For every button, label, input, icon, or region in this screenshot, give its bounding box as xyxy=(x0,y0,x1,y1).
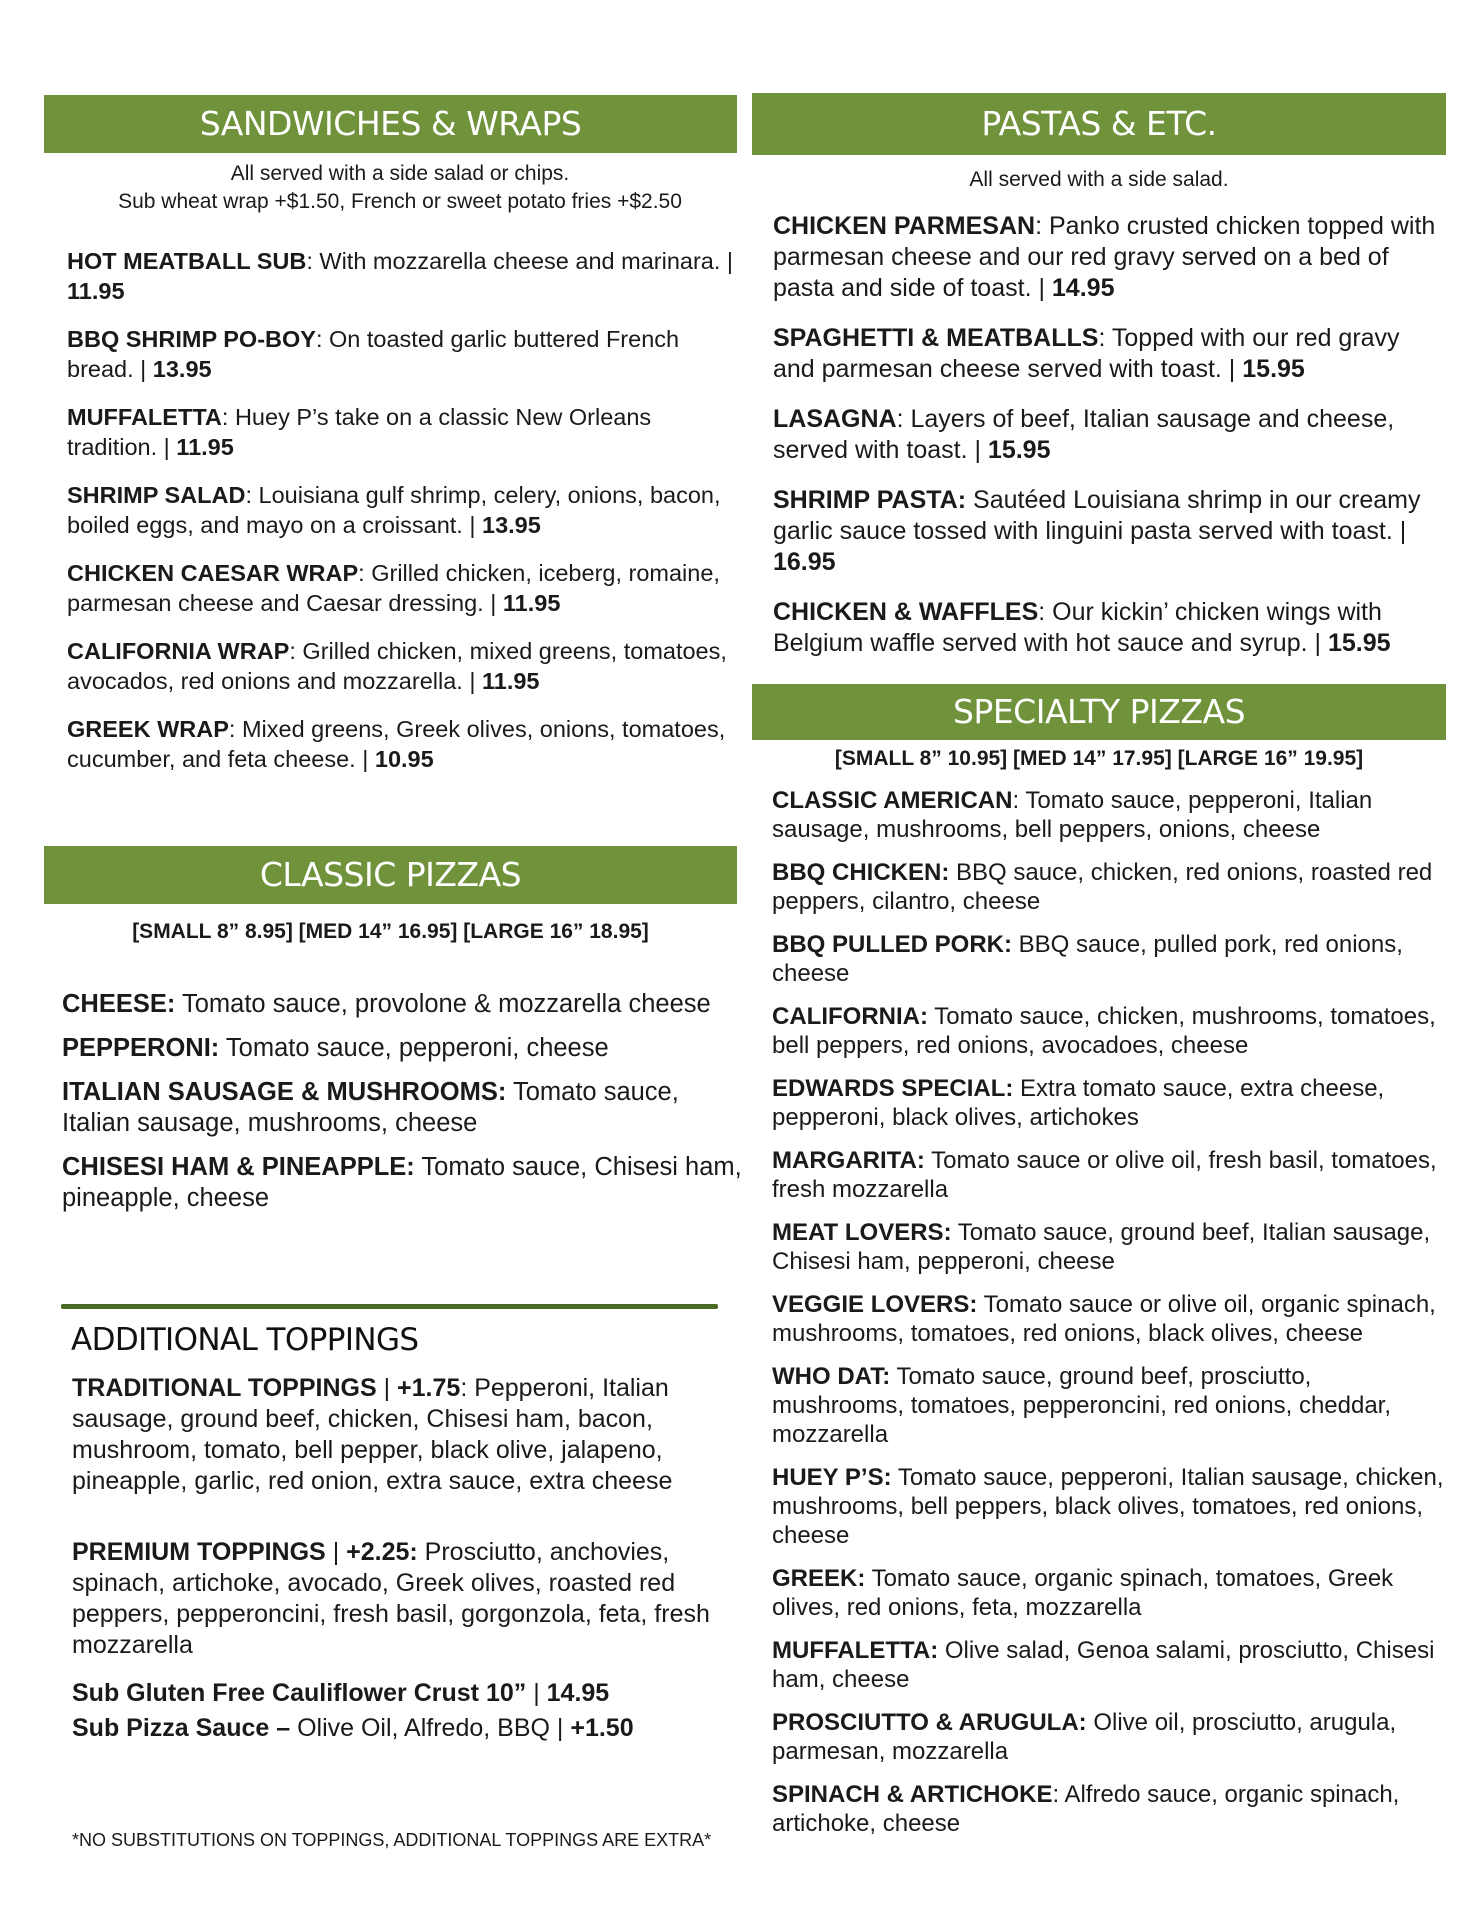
sandwiches-note xyxy=(44,160,756,216)
premium-toppings-desc: Prosciutto, anchovies, spinach, artichoke, avocado, Greek olives, roasted red peppers, pepperoncini, fresh basil, gorgonzola, feta, fresh mozzarella xyxy=(72,1538,710,1659)
item-name: SPAGHETTI & MEATBALLS xyxy=(773,324,1099,352)
toppings-disclaimer: *NO SUBSTITUTIONS ON TOPPINGS, ADDITIONAL TOPPINGS ARE EXTRA* xyxy=(72,1830,712,1850)
classic-pizzas-header xyxy=(44,846,737,904)
item-name: SPINACH & ARTICHOKE xyxy=(772,1781,1053,1808)
item-name: GREEK: xyxy=(772,1565,866,1592)
crust-option-price: 14.95 xyxy=(546,1679,610,1707)
item-name: PEPPERONI: xyxy=(62,1034,220,1062)
menu-item xyxy=(67,324,747,384)
item-price: 13.95 xyxy=(152,356,212,382)
item-desc: Olive salad, Genoa salami, prosciutto, Chisesi ham, cheese xyxy=(772,1637,1435,1693)
item-name: CHICKEN PARMESAN xyxy=(773,212,1036,240)
premium-toppings-name: PREMIUM TOPPINGS xyxy=(72,1538,326,1566)
menu-item xyxy=(773,211,1443,304)
pastas-header xyxy=(752,93,1446,155)
item-desc: Tomato sauce, pepperoni, cheese xyxy=(219,1034,609,1062)
sauce-option xyxy=(72,1713,732,1744)
item-name: CLASSIC AMERICAN xyxy=(772,787,1013,814)
item-desc: Extra tomato sauce, extra cheese, pepperoni, black olives, artichokes xyxy=(772,1075,1385,1131)
item-desc: : Our kickin’ chicken wings with Belgium waffle served with hot sauce and syrup. | xyxy=(773,598,1382,657)
item-name: SHRIMP SALAD xyxy=(67,482,246,508)
traditional-toppings xyxy=(72,1373,732,1497)
premium-toppings xyxy=(72,1537,732,1661)
item-desc: : Huey P’s take on a classic New Orleans tradition. | xyxy=(67,404,652,460)
item-desc: : Tomato sauce, pepperoni, Italian sausage, mushrooms, bell peppers, onions, cheese xyxy=(772,787,1373,843)
item-desc: Tomato sauce, organic spinach, tomatoes, Greek olives, red onions, feta, mozzarella xyxy=(772,1565,1394,1621)
item-name: MARGARITA: xyxy=(772,1147,925,1174)
item-price: 15.95 xyxy=(1327,629,1391,657)
item-name: EDWARDS SPECIAL: xyxy=(772,1075,1014,1102)
item-desc: Tomato sauce, chicken, mushrooms, tomatoes, bell peppers, red onions, avocadoes, cheese xyxy=(772,1003,1436,1059)
menu-item xyxy=(62,989,742,1020)
item-name: GREEK WRAP xyxy=(67,716,229,742)
menu-item xyxy=(67,636,747,696)
pastas-title: PASTAS & ETC. xyxy=(981,104,1217,143)
crust-option-sep: | xyxy=(526,1679,547,1707)
item-name: PROSCIUTTO & ARUGULA: xyxy=(772,1709,1087,1736)
item-desc: Tomato sauce, Chisesi ham, pineapple, cheese xyxy=(62,1153,742,1212)
menu-item xyxy=(773,323,1443,385)
traditional-toppings-price: +1.75 xyxy=(397,1374,461,1402)
menu-item xyxy=(773,485,1443,578)
item-price: 13.95 xyxy=(482,512,541,538)
menu-item xyxy=(772,1002,1444,1060)
item-desc: Tomato sauce, ground beef, prosciutto, mushrooms, tomatoes, pepperoncini, red onions, cheddar, mozzarella xyxy=(772,1363,1392,1448)
menu-item xyxy=(67,402,747,462)
menu-item xyxy=(67,714,747,774)
item-name: VEGGIE LOVERS: xyxy=(772,1291,978,1318)
item-price: 11.95 xyxy=(481,668,540,694)
item-name: BBQ PULLED PORK: xyxy=(772,931,1012,958)
menu-item xyxy=(772,786,1444,844)
item-desc: : Grilled chicken, iceberg, romaine, parmesan cheese and Caesar dressing. | xyxy=(67,560,720,616)
sandwiches-note-1: All served with a side salad or chips. xyxy=(230,162,570,185)
menu-item xyxy=(772,1463,1444,1550)
classic-pizzas-title: CLASSIC PIZZAS xyxy=(259,855,522,894)
item-desc: : Alfredo sauce, organic spinach, artichoke, cheese xyxy=(772,1781,1400,1837)
classic-pizzas-sizes: [SMALL 8” 8.95] [MED 14” 16.95] [LARGE 16” 18.95] xyxy=(132,920,649,943)
pastas-list xyxy=(773,211,1443,678)
menu-item xyxy=(772,1074,1444,1132)
item-name: HOT MEATBALL SUB xyxy=(67,248,307,274)
item-desc: Tomato sauce, provolone & mozzarella cheese xyxy=(175,990,711,1018)
menu-item xyxy=(773,597,1443,659)
item-name: WHO DAT: xyxy=(772,1363,891,1390)
toppings-title: ADDITIONAL TOPPINGS xyxy=(71,1322,419,1358)
menu-item xyxy=(62,1152,742,1214)
menu-item xyxy=(772,1708,1444,1766)
menu-item xyxy=(773,404,1443,466)
item-name: MUFFALETTA xyxy=(67,404,222,430)
item-desc: Tomato sauce, ground beef, Italian sausage, Chisesi ham, pepperoni, cheese xyxy=(772,1219,1431,1275)
menu-item xyxy=(62,1077,742,1139)
item-desc: : Louisiana gulf shrimp, celery, onions, bacon, boiled eggs, and mayo on a croissant. | xyxy=(67,482,721,538)
sandwiches-note-2: Sub wheat wrap +$1.50, French or sweet potato fries +$2.50 xyxy=(118,190,682,213)
menu-item xyxy=(772,1636,1444,1694)
specialty-pizzas-title: SPECIALTY PIZZAS xyxy=(952,692,1246,731)
specialty-pizzas-list xyxy=(772,786,1444,1852)
item-name: CHEESE: xyxy=(62,990,176,1018)
item-desc: : Panko crusted chicken topped with parmesan cheese and our red gravy served on a bed of pasta and side of toast. | xyxy=(773,212,1436,302)
item-desc: : Layers of beef, Italian sausage and cheese, served with toast. | xyxy=(773,405,1395,464)
item-name: BBQ CHICKEN: xyxy=(772,859,950,886)
menu-item xyxy=(772,1362,1444,1449)
sandwiches-list xyxy=(67,246,747,792)
menu-item xyxy=(772,1146,1444,1204)
item-price: 11.95 xyxy=(176,434,234,460)
traditional-toppings-desc: : Pepperoni, Italian sausage, ground beef, chicken, Chisesi ham, bacon, mushroom, tomato, bell pepper, black olive, jalapeno, pineapple, garlic, red onion, extra sauce, extra cheese xyxy=(72,1374,673,1495)
sauce-option-name: Sub Pizza Sauce – xyxy=(72,1714,291,1742)
item-name: CHISESI HAM & PINEAPPLE: xyxy=(62,1153,415,1181)
item-desc: : On toasted garlic buttered French bread. | xyxy=(67,326,680,382)
crust-option-name: Sub Gluten Free Cauliflower Crust 10” xyxy=(72,1679,527,1707)
pastas-note: All served with a side salad. xyxy=(969,168,1229,191)
premium-toppings-price: +2.25: xyxy=(346,1538,418,1566)
item-desc: : Mixed greens, Greek olives, onions, tomatoes, cucumber, and feta cheese. | xyxy=(67,716,726,772)
item-desc: Olive oil, prosciutto, arugula, parmesan, mozzarella xyxy=(772,1709,1397,1765)
classic-pizzas-list xyxy=(62,989,742,1227)
specialty-pizzas-header xyxy=(752,684,1446,740)
menu-item xyxy=(772,1218,1444,1276)
item-desc: : Topped with our red gravy and parmesan cheese served with toast. | xyxy=(773,324,1400,383)
item-price: 14.95 xyxy=(1051,274,1115,302)
crust-option xyxy=(72,1678,732,1709)
menu-item xyxy=(67,480,747,540)
item-price: 11.95 xyxy=(67,278,125,304)
item-desc: Tomato sauce, pepperoni, Italian sausage, chicken, mushrooms, bell peppers, black olives, tomatoes, red onions, cheese xyxy=(772,1464,1444,1549)
item-name: CHICKEN CAESAR WRAP xyxy=(67,560,359,586)
item-name: BBQ SHRIMP PO-BOY xyxy=(67,326,316,352)
item-name: CHICKEN & WAFFLES xyxy=(773,598,1039,626)
item-price: 11.95 xyxy=(502,590,561,616)
item-price: 15.95 xyxy=(987,436,1051,464)
item-price: 15.95 xyxy=(1242,355,1305,383)
sandwiches-header xyxy=(44,95,737,153)
item-price: 10.95 xyxy=(374,746,434,772)
item-desc: Tomato sauce or olive oil, fresh basil, tomatoes, fresh mozzarella xyxy=(772,1147,1437,1203)
traditional-toppings-sep: | xyxy=(376,1374,398,1402)
item-desc: Tomato sauce, Italian sausage, mushrooms, cheese xyxy=(62,1078,679,1137)
toppings-divider xyxy=(61,1304,718,1309)
item-desc: BBQ sauce, chicken, red onions, roasted red peppers, cilantro, cheese xyxy=(772,859,1433,915)
item-desc: : Grilled chicken, mixed greens, tomatoes, avocados, red onions and mozzarella. | xyxy=(67,638,727,694)
premium-toppings-sep: | xyxy=(325,1538,347,1566)
item-name: MEAT LOVERS: xyxy=(772,1219,952,1246)
item-name: SHRIMP PASTA: xyxy=(773,486,967,514)
item-desc: Tomato sauce or olive oil, organic spinach, mushrooms, tomatoes, red onions, black olives, cheese xyxy=(772,1291,1436,1347)
menu-item xyxy=(67,558,747,618)
specialty-pizzas-sizes: [SMALL 8” 10.95] [MED 14” 17.95] [LARGE 16” 19.95] xyxy=(834,747,1364,770)
sandwiches-title: SANDWICHES & WRAPS xyxy=(199,104,582,143)
menu-item xyxy=(772,1290,1444,1348)
item-name: CALIFORNIA WRAP xyxy=(67,638,290,664)
item-name: ITALIAN SAUSAGE & MUSHROOMS: xyxy=(62,1078,507,1106)
item-name: LASAGNA xyxy=(773,405,897,433)
menu-item xyxy=(772,1780,1444,1838)
menu-item xyxy=(772,858,1444,916)
item-desc: : With mozzarella cheese and marinara. | xyxy=(306,248,734,274)
menu-item xyxy=(772,930,1444,988)
menu-item xyxy=(62,1033,742,1064)
menu-item xyxy=(67,246,747,306)
item-desc: BBQ sauce, pulled pork, red onions, cheese xyxy=(772,931,1403,987)
menu-item xyxy=(772,1564,1444,1622)
item-desc: Sautéed Louisiana shrimp in our creamy garlic sauce tossed with linguini pasta served with toast. | xyxy=(773,486,1421,545)
item-name: CALIFORNIA: xyxy=(772,1003,928,1030)
sauce-option-desc: Olive Oil, Alfredo, BBQ | xyxy=(290,1714,571,1742)
traditional-toppings-name: TRADITIONAL TOPPINGS xyxy=(72,1374,377,1402)
item-name: HUEY P’S: xyxy=(772,1464,892,1491)
sauce-option-price: +1.50 xyxy=(570,1714,634,1742)
item-name: MUFFALETTA: xyxy=(772,1637,939,1664)
item-price: 16.95 xyxy=(773,548,836,576)
